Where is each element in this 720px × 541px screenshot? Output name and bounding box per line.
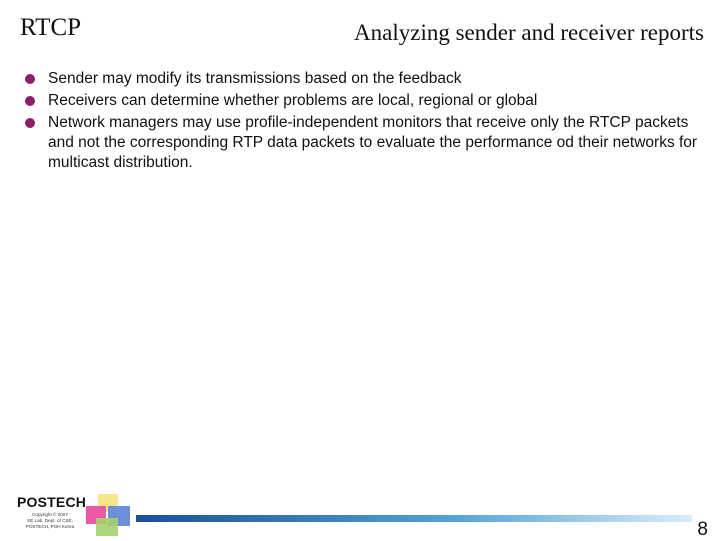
bullet-item [20,113,700,173]
slide-title: Analyzing sender and receiver reports [354,20,704,45]
copyright-line: Copyright © 2007 [32,512,68,517]
page-number: 8 [697,519,708,540]
bullet-dot-icon [25,74,35,84]
logo-square-green [96,518,118,536]
bullet-list [20,69,700,175]
copyright-notice [10,512,90,530]
copyright-line: POSTECH, POH Korea [25,524,75,529]
bullet-dot-icon [25,118,35,128]
bullet-text: Network managers may use profile-independent monitors that receive only the RTCP packets and not the corresponding RTP data packets to evaluate the performance od their networks for multicast distribution. [48,114,698,171]
bullet-item [20,69,700,89]
slide-topic: RTCP [20,14,82,41]
copyright-line: SE Lab. Dept. of CSE, [27,518,73,523]
logo-squares-icon [86,494,136,538]
bullet-text: Sender may modify its transmissions based on the feedback [48,70,462,87]
footer-bar [136,515,692,522]
bullet-item [20,91,700,111]
postech-logo-text: POSTECH [17,494,87,510]
bullet-text: Receivers can determine whether problems are local, regional or global [48,92,538,109]
bullet-dot-icon [25,96,35,106]
